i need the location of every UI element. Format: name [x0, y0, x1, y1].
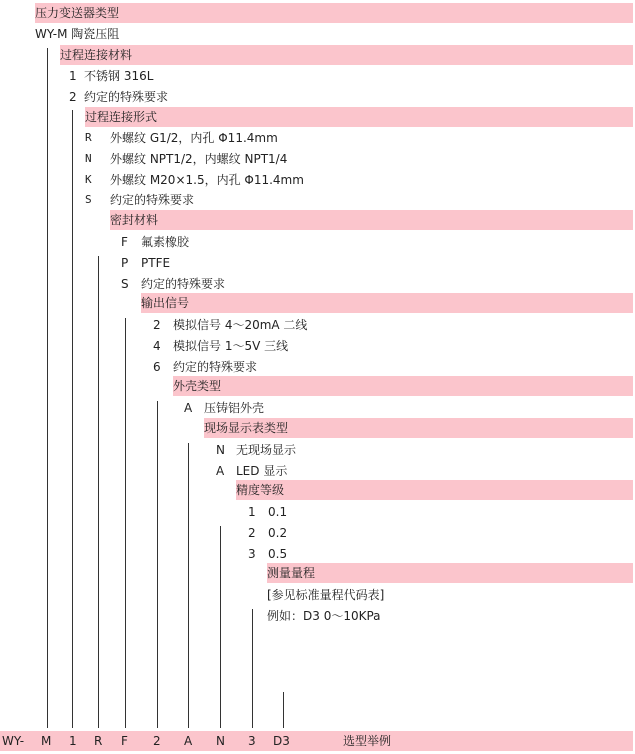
tree-connector-6 — [188, 443, 189, 728]
section-heading-band — [110, 210, 633, 230]
section-heading-band — [236, 480, 633, 500]
option-code: S — [85, 193, 92, 206]
option-code: R — [85, 131, 92, 144]
option-code: K — [85, 173, 92, 186]
example-code-prefix: WY- — [2, 734, 25, 748]
model-line: WY-M 陶瓷压阻 — [35, 27, 120, 41]
example-code: D3 — [273, 734, 290, 748]
option-desc: 无现场显示 — [236, 443, 297, 457]
section-heading-accuracy-class: 精度等级 — [236, 483, 285, 497]
section-heading-band — [85, 107, 633, 127]
option-desc: 压铸铝外壳 — [204, 401, 265, 415]
option-desc: 模拟信号 4～20mA 二线 — [173, 318, 308, 332]
option-desc: 约定的特殊要求 — [84, 90, 169, 104]
tree-connector-4 — [125, 318, 126, 728]
section-heading-housing-type: 外壳类型 — [173, 379, 222, 393]
tree-connector-1 — [47, 48, 48, 728]
example-code: M — [41, 734, 52, 748]
section-heading-display-type: 现场显示表类型 — [204, 421, 289, 435]
option-desc: 0.5 — [268, 547, 288, 561]
section-heading-process-material: 过程连接材料 — [60, 48, 133, 62]
tree-connector-7 — [220, 526, 221, 728]
option-desc: 0.1 — [268, 505, 288, 519]
option-code: 2 — [248, 526, 256, 540]
option-code: 2 — [153, 318, 161, 332]
section-heading-band — [60, 45, 633, 65]
section-heading-output-signal: 输出信号 — [141, 296, 190, 310]
option-code: N — [85, 152, 92, 165]
option-code: N — [216, 443, 225, 457]
example-code: F — [121, 734, 128, 748]
title-band — [35, 3, 633, 23]
example-code: 1 — [69, 734, 77, 748]
section-heading-measuring-range: 测量量程 — [267, 566, 316, 580]
option-desc: 外螺纹 G1/2，内孔 Φ11.4mm — [110, 131, 278, 145]
section-heading-band — [173, 376, 633, 396]
option-code: F — [121, 235, 128, 249]
option-desc: 外螺纹 NPT1/2，内螺纹 NPT1/4 — [110, 152, 288, 166]
section-heading-seal-material: 密封材料 — [110, 213, 159, 227]
section-heading-process-connection: 过程连接形式 — [85, 110, 158, 124]
option-code: 1 — [69, 69, 77, 83]
option-code: A — [184, 401, 193, 415]
tree-connector-5 — [157, 401, 158, 728]
option-code: 4 — [153, 339, 161, 353]
tree-connector-3 — [98, 256, 99, 728]
option-desc: 模拟信号 1～5V 三线 — [173, 339, 289, 353]
example-code: R — [94, 734, 103, 748]
range-note: [参见标准量程代码表] — [267, 588, 385, 602]
option-desc: LED 显示 — [236, 464, 288, 478]
option-code: 3 — [248, 547, 256, 561]
example-code: N — [216, 734, 225, 748]
tree-connector-2 — [72, 110, 73, 728]
example-code: A — [184, 734, 193, 748]
option-desc: 0.2 — [268, 526, 288, 540]
tree-connector-8 — [252, 609, 253, 728]
option-code: 2 — [69, 90, 77, 104]
option-desc: 约定的特殊要求 — [141, 277, 226, 291]
section-heading-band — [267, 563, 633, 583]
option-desc: 氟素橡胶 — [141, 235, 190, 249]
example-code: 2 — [153, 734, 161, 748]
section-heading-band — [141, 293, 633, 313]
option-desc: 外螺纹 M20×1.5，内孔 Φ11.4mm — [110, 173, 304, 187]
tree-connector-9 — [283, 692, 284, 728]
option-code: S — [121, 277, 129, 291]
option-desc: 约定的特殊要求 — [173, 360, 258, 374]
option-desc: PTFE — [141, 256, 171, 270]
option-code: P — [121, 256, 129, 270]
option-code: 1 — [248, 505, 256, 519]
range-example: 例如：D3 0～10KPa — [267, 609, 381, 623]
option-code: 6 — [153, 360, 161, 374]
page-title: 压力变送器类型 — [35, 6, 120, 20]
option-desc: 不锈钢 316L — [84, 69, 154, 83]
option-desc: 约定的特殊要求 — [110, 193, 195, 207]
option-code: A — [216, 464, 225, 478]
example-label: 选型举例 — [343, 734, 392, 748]
example-code: 3 — [248, 734, 256, 748]
